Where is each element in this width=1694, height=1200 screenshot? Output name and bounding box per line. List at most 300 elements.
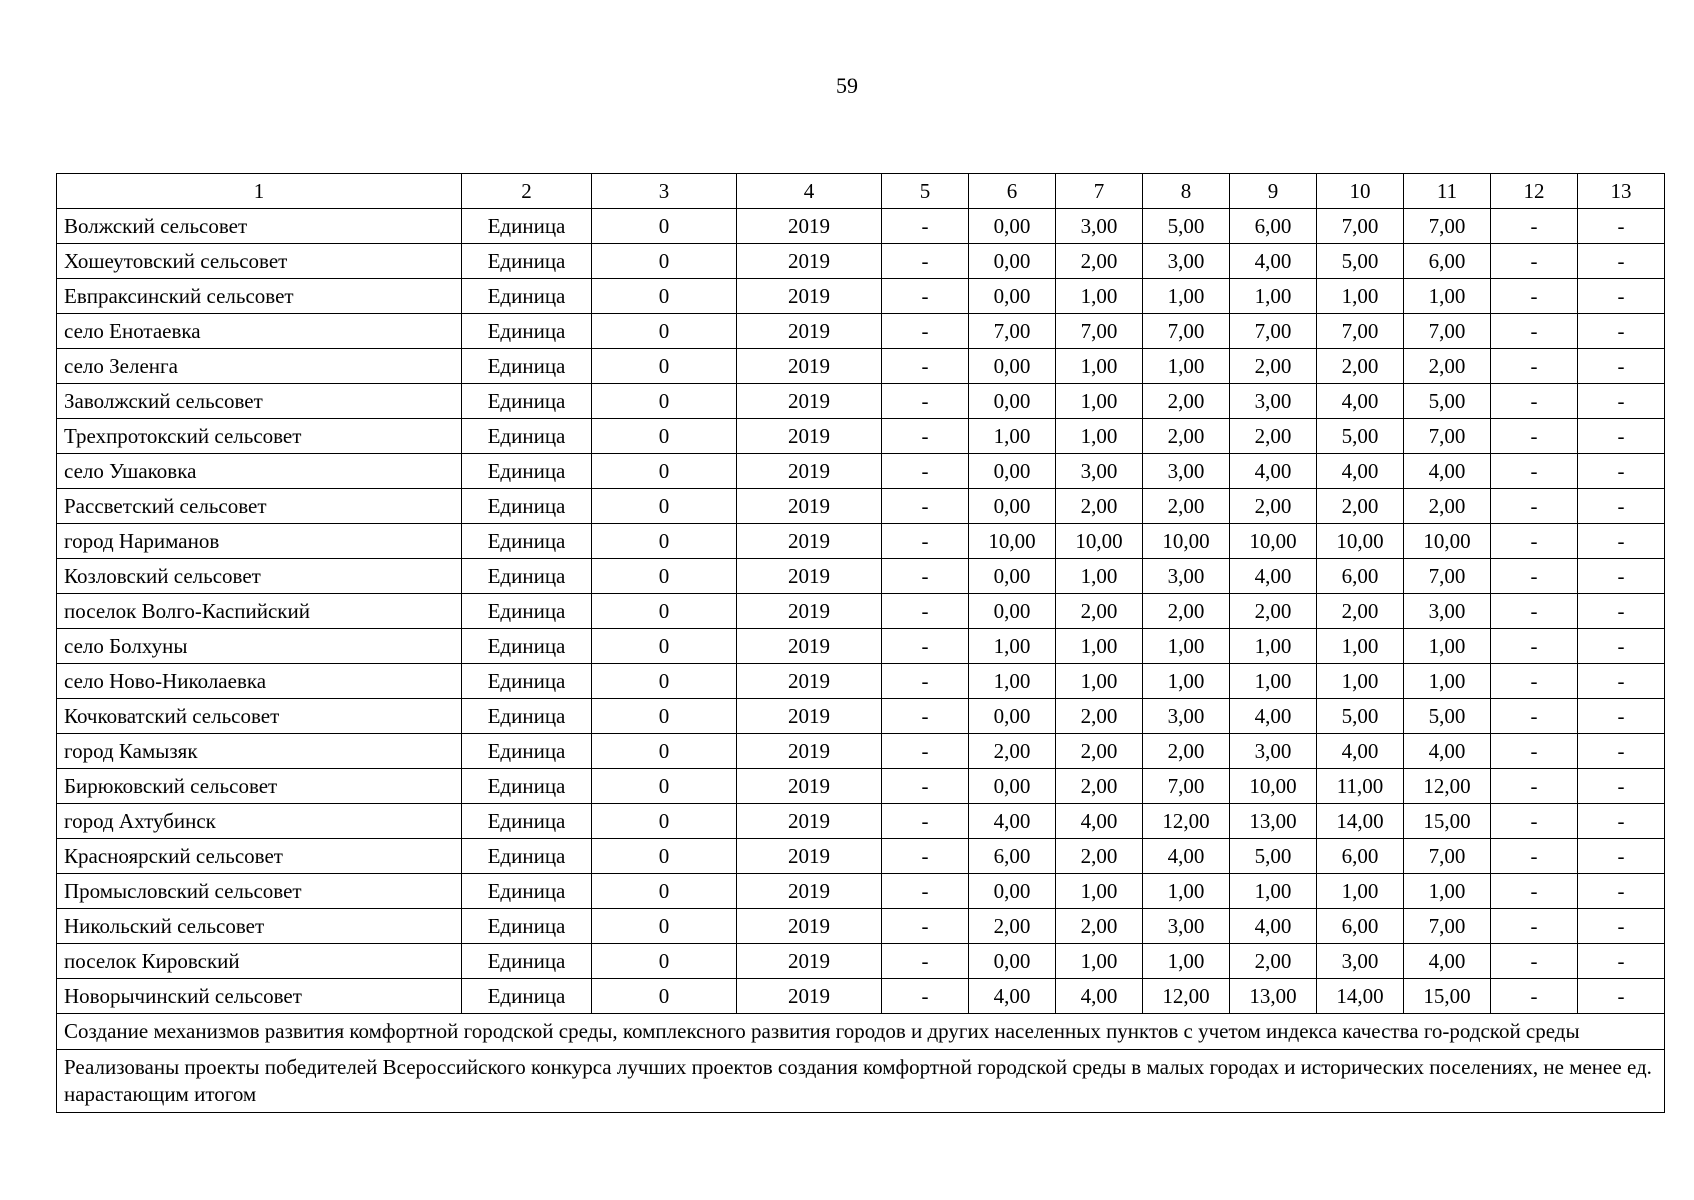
value-11-cell: 7,00 bbox=[1404, 909, 1491, 944]
unit-cell: Единица bbox=[462, 909, 592, 944]
indicator-table bbox=[56, 173, 1665, 1113]
col-5-cell: - bbox=[882, 314, 969, 349]
col-5-cell: - bbox=[882, 454, 969, 489]
col-5-cell: - bbox=[882, 419, 969, 454]
col-12-cell: - bbox=[1491, 524, 1578, 559]
unit-cell: Единица bbox=[462, 209, 592, 244]
col-12-cell: - bbox=[1491, 349, 1578, 384]
base-value-cell: 0 bbox=[592, 559, 737, 594]
value-7-cell: 2,00 bbox=[1056, 699, 1143, 734]
column-header-8: 8 bbox=[1143, 174, 1230, 209]
col-12-cell: - bbox=[1491, 874, 1578, 909]
column-header-3: 3 bbox=[592, 174, 737, 209]
value-7-cell: 2,00 bbox=[1056, 909, 1143, 944]
table-row bbox=[57, 594, 1665, 629]
table-row bbox=[57, 979, 1665, 1014]
col-12-cell: - bbox=[1491, 804, 1578, 839]
unit-cell: Единица bbox=[462, 349, 592, 384]
base-year-cell: 2019 bbox=[737, 209, 882, 244]
col-5-cell: - bbox=[882, 209, 969, 244]
value-8-cell: 7,00 bbox=[1143, 314, 1230, 349]
value-8-cell: 2,00 bbox=[1143, 384, 1230, 419]
value-9-cell: 10,00 bbox=[1230, 524, 1317, 559]
settlement-name-cell: поселок Волго-Каспийский bbox=[57, 594, 462, 629]
value-11-cell: 1,00 bbox=[1404, 874, 1491, 909]
settlement-name-cell: село Ушаковка bbox=[57, 454, 462, 489]
table-row bbox=[57, 734, 1665, 769]
settlement-name-cell: село Енотаевка bbox=[57, 314, 462, 349]
column-number-row bbox=[57, 174, 1665, 209]
col-13-cell: - bbox=[1578, 279, 1665, 314]
value-7-cell: 1,00 bbox=[1056, 944, 1143, 979]
column-header-5: 5 bbox=[882, 174, 969, 209]
unit-cell: Единица bbox=[462, 489, 592, 524]
settlement-name-cell: город Нариманов bbox=[57, 524, 462, 559]
col-12-cell: - bbox=[1491, 909, 1578, 944]
col-12-cell: - bbox=[1491, 314, 1578, 349]
value-11-cell: 2,00 bbox=[1404, 349, 1491, 384]
settlement-name-cell: Козловский сельсовет bbox=[57, 559, 462, 594]
column-header-6: 6 bbox=[969, 174, 1056, 209]
value-6-cell: 0,00 bbox=[969, 454, 1056, 489]
base-value-cell: 0 bbox=[592, 454, 737, 489]
value-10-cell: 14,00 bbox=[1317, 979, 1404, 1014]
value-9-cell: 3,00 bbox=[1230, 384, 1317, 419]
value-11-cell: 1,00 bbox=[1404, 629, 1491, 664]
base-value-cell: 0 bbox=[592, 209, 737, 244]
value-7-cell: 2,00 bbox=[1056, 489, 1143, 524]
value-10-cell: 14,00 bbox=[1317, 804, 1404, 839]
col-5-cell: - bbox=[882, 769, 969, 804]
value-10-cell: 4,00 bbox=[1317, 734, 1404, 769]
value-6-cell: 0,00 bbox=[969, 559, 1056, 594]
unit-cell: Единица bbox=[462, 664, 592, 699]
settlement-name-cell: село Болхуны bbox=[57, 629, 462, 664]
col-13-cell: - bbox=[1578, 524, 1665, 559]
value-10-cell: 6,00 bbox=[1317, 559, 1404, 594]
page-number: 59 bbox=[836, 73, 858, 98]
table-row bbox=[57, 244, 1665, 279]
value-6-cell: 0,00 bbox=[969, 769, 1056, 804]
unit-cell: Единица bbox=[462, 734, 592, 769]
value-7-cell: 2,00 bbox=[1056, 244, 1143, 279]
value-8-cell: 2,00 bbox=[1143, 419, 1230, 454]
value-7-cell: 7,00 bbox=[1056, 314, 1143, 349]
col-13-cell: - bbox=[1578, 489, 1665, 524]
value-6-cell: 0,00 bbox=[969, 209, 1056, 244]
col-13-cell: - bbox=[1578, 629, 1665, 664]
indicator-title-row bbox=[57, 1050, 1665, 1113]
value-9-cell: 10,00 bbox=[1230, 769, 1317, 804]
settlement-name-cell: село Зеленга bbox=[57, 349, 462, 384]
col-5-cell: - bbox=[882, 699, 969, 734]
unit-cell: Единица bbox=[462, 699, 592, 734]
value-10-cell: 1,00 bbox=[1317, 874, 1404, 909]
base-year-cell: 2019 bbox=[737, 629, 882, 664]
table-row bbox=[57, 489, 1665, 524]
value-10-cell: 5,00 bbox=[1317, 699, 1404, 734]
column-header-13: 13 bbox=[1578, 174, 1665, 209]
base-year-cell: 2019 bbox=[737, 384, 882, 419]
column-header-1: 1 bbox=[57, 174, 462, 209]
settlement-name-cell: Заволжский сельсовет bbox=[57, 384, 462, 419]
value-7-cell: 10,00 bbox=[1056, 524, 1143, 559]
value-9-cell: 2,00 bbox=[1230, 419, 1317, 454]
value-10-cell: 7,00 bbox=[1317, 209, 1404, 244]
base-value-cell: 0 bbox=[592, 489, 737, 524]
base-value-cell: 0 bbox=[592, 769, 737, 804]
value-9-cell: 3,00 bbox=[1230, 734, 1317, 769]
table-row bbox=[57, 664, 1665, 699]
unit-cell: Единица bbox=[462, 559, 592, 594]
col-5-cell: - bbox=[882, 629, 969, 664]
col-5-cell: - bbox=[882, 384, 969, 419]
value-6-cell: 10,00 bbox=[969, 524, 1056, 559]
value-10-cell: 1,00 bbox=[1317, 664, 1404, 699]
value-8-cell: 3,00 bbox=[1143, 559, 1230, 594]
base-year-cell: 2019 bbox=[737, 559, 882, 594]
unit-cell: Единица bbox=[462, 454, 592, 489]
value-11-cell: 2,00 bbox=[1404, 489, 1491, 524]
value-7-cell: 3,00 bbox=[1056, 209, 1143, 244]
base-year-cell: 2019 bbox=[737, 839, 882, 874]
value-6-cell: 0,00 bbox=[969, 384, 1056, 419]
value-9-cell: 4,00 bbox=[1230, 559, 1317, 594]
value-9-cell: 7,00 bbox=[1230, 314, 1317, 349]
value-11-cell: 15,00 bbox=[1404, 804, 1491, 839]
table-row bbox=[57, 944, 1665, 979]
value-8-cell: 3,00 bbox=[1143, 909, 1230, 944]
table-body bbox=[57, 209, 1665, 1014]
col-12-cell: - bbox=[1491, 209, 1578, 244]
section-title-row bbox=[57, 1014, 1665, 1050]
unit-cell: Единица bbox=[462, 419, 592, 454]
base-value-cell: 0 bbox=[592, 839, 737, 874]
value-8-cell: 2,00 bbox=[1143, 594, 1230, 629]
value-8-cell: 12,00 bbox=[1143, 804, 1230, 839]
col-12-cell: - bbox=[1491, 244, 1578, 279]
value-9-cell: 1,00 bbox=[1230, 664, 1317, 699]
settlement-name-cell: Хошеутовский сельсовет bbox=[57, 244, 462, 279]
value-9-cell: 2,00 bbox=[1230, 349, 1317, 384]
value-7-cell: 2,00 bbox=[1056, 734, 1143, 769]
base-value-cell: 0 bbox=[592, 944, 737, 979]
table-row bbox=[57, 804, 1665, 839]
value-8-cell: 1,00 bbox=[1143, 279, 1230, 314]
table-row bbox=[57, 384, 1665, 419]
value-11-cell: 7,00 bbox=[1404, 839, 1491, 874]
col-12-cell: - bbox=[1491, 559, 1578, 594]
col-5-cell: - bbox=[882, 909, 969, 944]
col-12-cell: - bbox=[1491, 279, 1578, 314]
value-8-cell: 1,00 bbox=[1143, 874, 1230, 909]
col-5-cell: - bbox=[882, 524, 969, 559]
value-9-cell: 1,00 bbox=[1230, 279, 1317, 314]
section-title: Создание механизмов развития комфортной городской среды, комплексного развития городов и других населенных пунктов с учетом индекса качества го-родской среды bbox=[57, 1014, 1665, 1050]
value-7-cell: 3,00 bbox=[1056, 454, 1143, 489]
value-7-cell: 1,00 bbox=[1056, 664, 1143, 699]
value-7-cell: 4,00 bbox=[1056, 804, 1143, 839]
base-year-cell: 2019 bbox=[737, 594, 882, 629]
value-9-cell: 1,00 bbox=[1230, 629, 1317, 664]
value-8-cell: 1,00 bbox=[1143, 664, 1230, 699]
col-12-cell: - bbox=[1491, 839, 1578, 874]
settlement-name-cell: Бирюковский сельсовет bbox=[57, 769, 462, 804]
base-year-cell: 2019 bbox=[737, 769, 882, 804]
column-header-2: 2 bbox=[462, 174, 592, 209]
value-7-cell: 2,00 bbox=[1056, 594, 1143, 629]
col-13-cell: - bbox=[1578, 734, 1665, 769]
col-13-cell: - bbox=[1578, 454, 1665, 489]
col-12-cell: - bbox=[1491, 489, 1578, 524]
col-13-cell: - bbox=[1578, 839, 1665, 874]
value-9-cell: 4,00 bbox=[1230, 454, 1317, 489]
value-9-cell: 5,00 bbox=[1230, 839, 1317, 874]
value-8-cell: 4,00 bbox=[1143, 839, 1230, 874]
unit-cell: Единица bbox=[462, 244, 592, 279]
value-7-cell: 2,00 bbox=[1056, 769, 1143, 804]
value-6-cell: 4,00 bbox=[969, 804, 1056, 839]
settlement-name-cell: город Ахтубинск bbox=[57, 804, 462, 839]
value-10-cell: 2,00 bbox=[1317, 349, 1404, 384]
value-9-cell: 1,00 bbox=[1230, 874, 1317, 909]
value-10-cell: 1,00 bbox=[1317, 279, 1404, 314]
base-year-cell: 2019 bbox=[737, 944, 882, 979]
value-8-cell: 10,00 bbox=[1143, 524, 1230, 559]
settlement-name-cell: поселок Кировский bbox=[57, 944, 462, 979]
value-7-cell: 1,00 bbox=[1056, 419, 1143, 454]
col-13-cell: - bbox=[1578, 314, 1665, 349]
base-year-cell: 2019 bbox=[737, 804, 882, 839]
value-6-cell: 6,00 bbox=[969, 839, 1056, 874]
col-13-cell: - bbox=[1578, 384, 1665, 419]
value-6-cell: 7,00 bbox=[969, 314, 1056, 349]
unit-cell: Единица bbox=[462, 874, 592, 909]
value-7-cell: 4,00 bbox=[1056, 979, 1143, 1014]
value-9-cell: 13,00 bbox=[1230, 804, 1317, 839]
unit-cell: Единица bbox=[462, 279, 592, 314]
col-12-cell: - bbox=[1491, 419, 1578, 454]
settlement-name-cell: село Ново-Николаевка bbox=[57, 664, 462, 699]
settlement-name-cell: Красноярский сельсовет bbox=[57, 839, 462, 874]
value-8-cell: 2,00 bbox=[1143, 489, 1230, 524]
column-header-10: 10 bbox=[1317, 174, 1404, 209]
base-value-cell: 0 bbox=[592, 594, 737, 629]
column-header-7: 7 bbox=[1056, 174, 1143, 209]
value-6-cell: 1,00 bbox=[969, 419, 1056, 454]
value-7-cell: 1,00 bbox=[1056, 349, 1143, 384]
unit-cell: Единица bbox=[462, 524, 592, 559]
value-11-cell: 4,00 bbox=[1404, 944, 1491, 979]
col-13-cell: - bbox=[1578, 244, 1665, 279]
unit-cell: Единица bbox=[462, 804, 592, 839]
base-year-cell: 2019 bbox=[737, 314, 882, 349]
value-7-cell: 1,00 bbox=[1056, 559, 1143, 594]
col-13-cell: - bbox=[1578, 419, 1665, 454]
value-7-cell: 1,00 bbox=[1056, 629, 1143, 664]
value-8-cell: 12,00 bbox=[1143, 979, 1230, 1014]
base-year-cell: 2019 bbox=[737, 699, 882, 734]
base-value-cell: 0 bbox=[592, 384, 737, 419]
value-7-cell: 1,00 bbox=[1056, 384, 1143, 419]
col-12-cell: - bbox=[1491, 629, 1578, 664]
value-8-cell: 1,00 bbox=[1143, 349, 1230, 384]
column-header-11: 11 bbox=[1404, 174, 1491, 209]
col-5-cell: - bbox=[882, 244, 969, 279]
settlement-name-cell: Рассветский сельсовет bbox=[57, 489, 462, 524]
col-5-cell: - bbox=[882, 839, 969, 874]
value-11-cell: 3,00 bbox=[1404, 594, 1491, 629]
unit-cell: Единица bbox=[462, 629, 592, 664]
col-13-cell: - bbox=[1578, 664, 1665, 699]
value-6-cell: 0,00 bbox=[969, 489, 1056, 524]
value-6-cell: 4,00 bbox=[969, 979, 1056, 1014]
base-year-cell: 2019 bbox=[737, 734, 882, 769]
base-year-cell: 2019 bbox=[737, 664, 882, 699]
value-10-cell: 10,00 bbox=[1317, 524, 1404, 559]
base-value-cell: 0 bbox=[592, 349, 737, 384]
value-9-cell: 2,00 bbox=[1230, 594, 1317, 629]
value-6-cell: 2,00 bbox=[969, 909, 1056, 944]
base-value-cell: 0 bbox=[592, 909, 737, 944]
col-5-cell: - bbox=[882, 594, 969, 629]
table-row bbox=[57, 454, 1665, 489]
value-10-cell: 5,00 bbox=[1317, 419, 1404, 454]
value-6-cell: 0,00 bbox=[969, 349, 1056, 384]
value-10-cell: 5,00 bbox=[1317, 244, 1404, 279]
col-13-cell: - bbox=[1578, 944, 1665, 979]
value-9-cell: 4,00 bbox=[1230, 699, 1317, 734]
col-5-cell: - bbox=[882, 349, 969, 384]
value-11-cell: 4,00 bbox=[1404, 734, 1491, 769]
column-header-9: 9 bbox=[1230, 174, 1317, 209]
col-13-cell: - bbox=[1578, 979, 1665, 1014]
base-value-cell: 0 bbox=[592, 314, 737, 349]
base-value-cell: 0 bbox=[592, 874, 737, 909]
base-year-cell: 2019 bbox=[737, 244, 882, 279]
value-11-cell: 7,00 bbox=[1404, 559, 1491, 594]
col-13-cell: - bbox=[1578, 349, 1665, 384]
value-11-cell: 12,00 bbox=[1404, 769, 1491, 804]
value-8-cell: 3,00 bbox=[1143, 699, 1230, 734]
base-value-cell: 0 bbox=[592, 734, 737, 769]
col-12-cell: - bbox=[1491, 454, 1578, 489]
col-5-cell: - bbox=[882, 489, 969, 524]
indicator-title: Реализованы проекты победителей Всероссийского конкурса лучших проектов создания комфортной городской среды в малых городах и исторических поселениях, не менее ед. нарастающим итогом bbox=[57, 1050, 1665, 1113]
base-value-cell: 0 bbox=[592, 664, 737, 699]
value-11-cell: 7,00 bbox=[1404, 419, 1491, 454]
col-13-cell: - bbox=[1578, 559, 1665, 594]
value-11-cell: 5,00 bbox=[1404, 384, 1491, 419]
value-10-cell: 6,00 bbox=[1317, 909, 1404, 944]
value-6-cell: 1,00 bbox=[969, 664, 1056, 699]
col-12-cell: - bbox=[1491, 699, 1578, 734]
unit-cell: Единица bbox=[462, 594, 592, 629]
col-5-cell: - bbox=[882, 874, 969, 909]
col-12-cell: - bbox=[1491, 769, 1578, 804]
base-year-cell: 2019 bbox=[737, 909, 882, 944]
value-10-cell: 3,00 bbox=[1317, 944, 1404, 979]
value-6-cell: 0,00 bbox=[969, 699, 1056, 734]
col-5-cell: - bbox=[882, 559, 969, 594]
settlement-name-cell: Промысловский сельсовет bbox=[57, 874, 462, 909]
value-10-cell: 7,00 bbox=[1317, 314, 1404, 349]
base-year-cell: 2019 bbox=[737, 279, 882, 314]
settlement-name-cell: Новорычинский сельсовет bbox=[57, 979, 462, 1014]
unit-cell: Единица bbox=[462, 384, 592, 419]
value-11-cell: 4,00 bbox=[1404, 454, 1491, 489]
table-row bbox=[57, 279, 1665, 314]
value-11-cell: 6,00 bbox=[1404, 244, 1491, 279]
value-8-cell: 1,00 bbox=[1143, 629, 1230, 664]
col-13-cell: - bbox=[1578, 594, 1665, 629]
value-11-cell: 10,00 bbox=[1404, 524, 1491, 559]
settlement-name-cell: город Камызяк bbox=[57, 734, 462, 769]
base-year-cell: 2019 bbox=[737, 874, 882, 909]
base-value-cell: 0 bbox=[592, 419, 737, 454]
value-11-cell: 1,00 bbox=[1404, 279, 1491, 314]
col-13-cell: - bbox=[1578, 874, 1665, 909]
col-5-cell: - bbox=[882, 979, 969, 1014]
col-13-cell: - bbox=[1578, 699, 1665, 734]
col-5-cell: - bbox=[882, 804, 969, 839]
value-9-cell: 2,00 bbox=[1230, 944, 1317, 979]
column-header-4: 4 bbox=[737, 174, 882, 209]
col-12-cell: - bbox=[1491, 594, 1578, 629]
unit-cell: Единица bbox=[462, 944, 592, 979]
value-7-cell: 2,00 bbox=[1056, 839, 1143, 874]
table-row bbox=[57, 909, 1665, 944]
base-value-cell: 0 bbox=[592, 979, 737, 1014]
value-6-cell: 0,00 bbox=[969, 279, 1056, 314]
value-9-cell: 13,00 bbox=[1230, 979, 1317, 1014]
col-12-cell: - bbox=[1491, 664, 1578, 699]
col-5-cell: - bbox=[882, 944, 969, 979]
base-year-cell: 2019 bbox=[737, 419, 882, 454]
col-5-cell: - bbox=[882, 734, 969, 769]
value-10-cell: 4,00 bbox=[1317, 454, 1404, 489]
table-row bbox=[57, 874, 1665, 909]
base-value-cell: 0 bbox=[592, 629, 737, 664]
unit-cell: Единица bbox=[462, 839, 592, 874]
col-13-cell: - bbox=[1578, 209, 1665, 244]
table-row bbox=[57, 314, 1665, 349]
column-header-12: 12 bbox=[1491, 174, 1578, 209]
value-8-cell: 3,00 bbox=[1143, 454, 1230, 489]
base-value-cell: 0 bbox=[592, 524, 737, 559]
unit-cell: Единица bbox=[462, 314, 592, 349]
table-row bbox=[57, 209, 1665, 244]
value-10-cell: 2,00 bbox=[1317, 489, 1404, 524]
unit-cell: Единица bbox=[462, 769, 592, 804]
value-8-cell: 1,00 bbox=[1143, 944, 1230, 979]
base-value-cell: 0 bbox=[592, 699, 737, 734]
value-10-cell: 2,00 bbox=[1317, 594, 1404, 629]
table-row bbox=[57, 769, 1665, 804]
value-10-cell: 4,00 bbox=[1317, 384, 1404, 419]
value-9-cell: 6,00 bbox=[1230, 209, 1317, 244]
value-11-cell: 5,00 bbox=[1404, 699, 1491, 734]
value-11-cell: 15,00 bbox=[1404, 979, 1491, 1014]
col-12-cell: - bbox=[1491, 734, 1578, 769]
col-12-cell: - bbox=[1491, 384, 1578, 419]
base-year-cell: 2019 bbox=[737, 349, 882, 384]
base-year-cell: 2019 bbox=[737, 979, 882, 1014]
value-11-cell: 7,00 bbox=[1404, 209, 1491, 244]
settlement-name-cell: Волжский сельсовет bbox=[57, 209, 462, 244]
value-6-cell: 2,00 bbox=[969, 734, 1056, 769]
col-13-cell: - bbox=[1578, 769, 1665, 804]
